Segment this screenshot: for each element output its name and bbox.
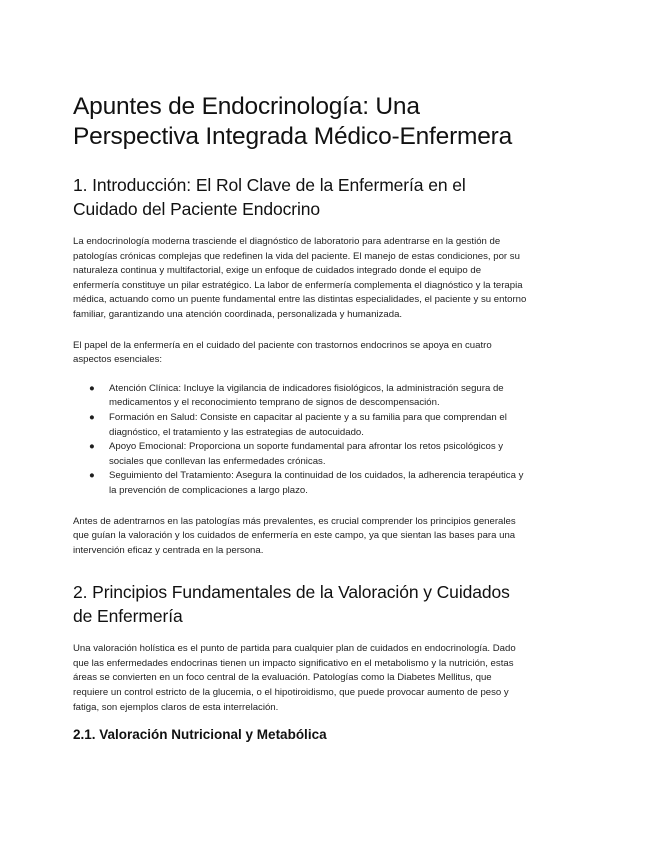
document-page xyxy=(73,92,529,744)
subsection-2-1-heading: 2.1. Valoración Nutricional y Metabólica xyxy=(73,727,327,743)
list-item xyxy=(73,440,529,469)
bullet-icon: ● xyxy=(89,411,95,423)
document-title: Apuntes de Endocrinología: Una Perspectiva Integrada Médico-Enfermera xyxy=(73,93,513,150)
section-1-paragraph-1: La endocrinología moderna trasciende el diagnóstico de laboratorio para adentrarse en la gestión de patologías crónicas complejas que redefinen la vida del paciente. El manejo de estas condiciones, por su naturaleza continua y multifactorial, exige un enfoque de cuidados integrado donde el equipo de enfermería constituye un pilar estratégico. La labor de enfermería complementa el diagnóstico y la terapia médica, actuando como un puente fundamental entre las distintas especialidades, el paciente y su entorno familiar, garantizando una atención coordinada, personalizada y humanizada. xyxy=(73,236,527,320)
section-1-paragraph-2: El papel de la enfermería en el cuidado del paciente con trastornos endocrinos se apoya en cuatro aspectos esenciales: xyxy=(73,339,492,366)
list-item-text: Seguimiento del Tratamiento: Asegura la continuidad de los cuidados, la adherencia terapéutica y la prevención de complicaciones a largo plazo. xyxy=(109,470,524,496)
list-item xyxy=(73,469,529,498)
section-1-heading: 1. Introducción: El Rol Clave de la Enfermería en el Cuidado del Paciente Endocrino xyxy=(73,175,466,219)
bullet-icon: ● xyxy=(89,441,95,453)
list-item xyxy=(73,382,529,411)
list-item xyxy=(73,411,529,440)
section-1-paragraph-3: Antes de adentrarnos en las patologías más prevalentes, es crucial comprender los principios generales que guían la valoración y los cuidados de enfermería en este campo, ya que sientan las bases para una intervención eficaz y centrada en la persona. xyxy=(73,515,516,556)
nursing-aspects-list xyxy=(73,382,529,499)
list-item-text: Apoyo Emocional: Proporciona un soporte fundamental para afrontar los retos psicológicos y sociales que conllevan las enfermedades crónicas. xyxy=(109,441,504,467)
bullet-icon: ● xyxy=(89,470,95,482)
bullet-icon: ● xyxy=(89,382,95,394)
section-2-paragraph-1: Una valoración holística es el punto de partida para cualquier plan de cuidados en endocrinología. Dado que las enfermedades endocrinas tienen un impacto significativo en el metabolismo y la nutrición, estas áreas se convierten en un foco central de la evaluación. Patologías como la Diabetes Mellitus, que requiere un control estricto de la glucemia, o el hipotiroidismo, que puede provocar aumento de peso y fatiga, son ejemplos claros de esta interrelación. xyxy=(73,643,516,713)
list-item-text: Formación en Salud: Consiste en capacitar al paciente y a su familia para que comprendan el diagnóstico, el tratamiento y las estrategias de autocuidado. xyxy=(109,411,507,438)
list-item-text: Atención Clínica: Incluye la vigilancia de indicadores fisiológicos, la administración segura de medicamentos y el reconocimiento temprano de signos de descompensación. xyxy=(109,382,504,409)
section-2-heading: 2. Principios Fundamentales de la Valoración y Cuidados de Enfermería xyxy=(73,582,510,627)
